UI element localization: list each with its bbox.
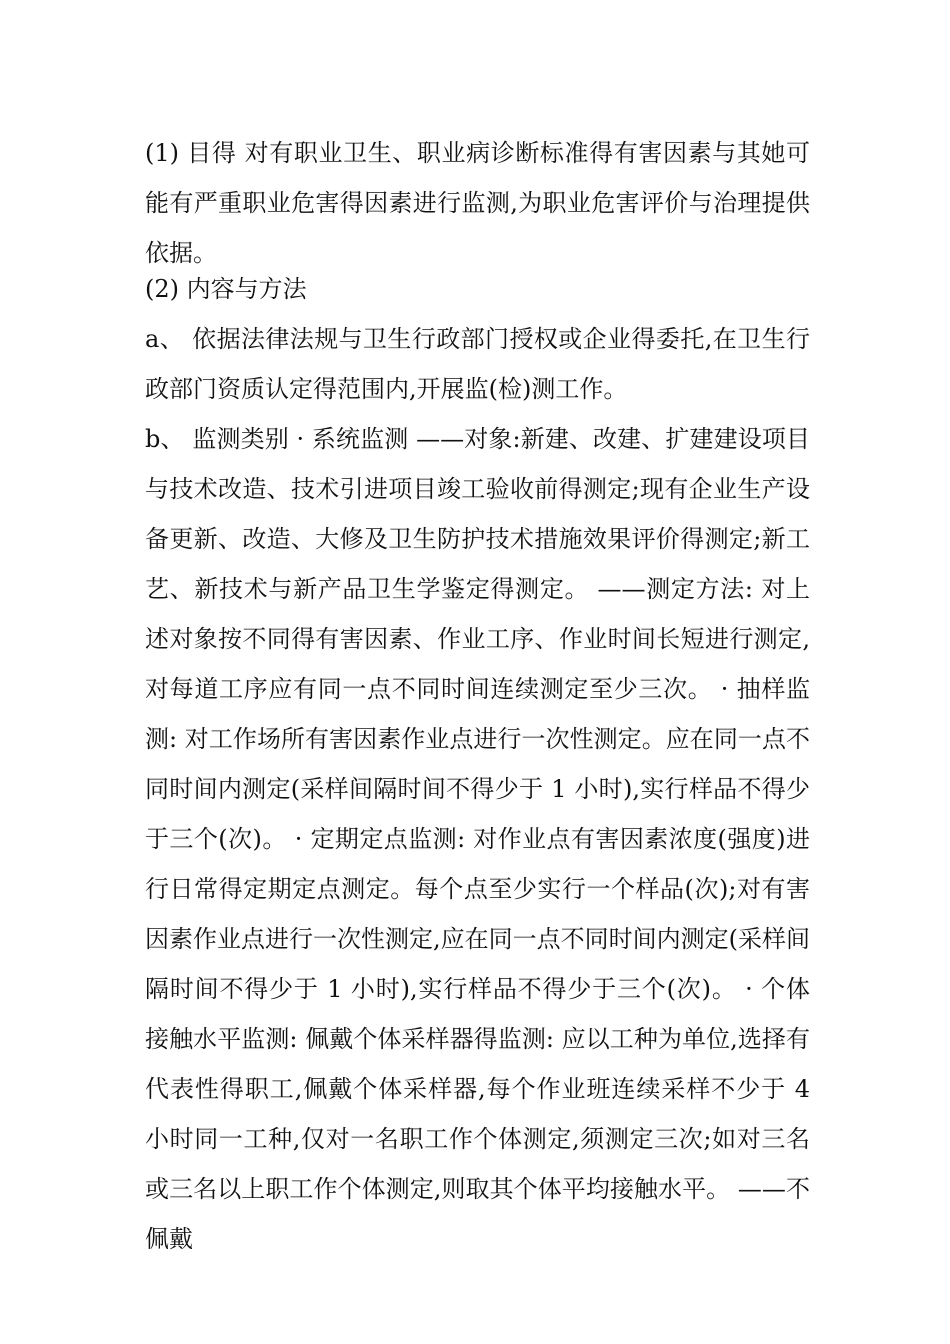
document-body [145,128,810,1264]
paragraph-item-a: a、 依据法律法规与卫生行政部门授权或企业得委托,在卫生行政部门资质认定得范围内,开展监(检)测工作。 [145,325,810,403]
paragraph-content-methods-heading: (2) 内容与方法 [145,275,307,303]
paragraph-item-b: b、 监测类别 · 系统监测 ——对象:新建、改建、扩建建设项目与技术改造、技术引进项目竣工验收前得测定;现有企业生产设备更新、改造、大修及卫生防护技术措施效果评价得测定;新工艺、新技术与新产品卫生学鉴定得测定。 ——测定方法: 对上述对象按不同得有害因素、作业工序、作业时间长短进行测定,对每道工序应有同一点不同时间连续测定至少三次。 · 抽样监测: 对工作场所有害因素作业点进行一次性测定。应在同一点不同时间内测定(采样间隔时间不得少于 1 小时),实行样品不得少于三个(次)。 · 定期定点监测: 对作业点有害因素浓度(强度)进行日常得定期定点测定。每个点至少实行一个样品(次);对有害因素作业点进行一次性测定,应在同一点不同时间内测定(采样间隔时间不得少于 1 小时),实行样品不得少于三个(次)。 · 个体接触水平监测: 佩戴个体采样器得监测: 应以工种为单位,选择有代表性得职工,佩戴个体采样器,每个作业班连续采样不少于 4 小时同一工种,仅对一名职工作个体测定,须测定三次;如对三名或三名以上职工作个体测定,则取其个体平均接触水平。 ——不佩戴 [145,425,810,1253]
paragraph-purpose: (1) 目得 对有职业卫生、职业病诊断标准得有害因素与其她可能有严重职业危害得因素进行监测,为职业危害评价与治理提供依据。 [145,139,810,267]
